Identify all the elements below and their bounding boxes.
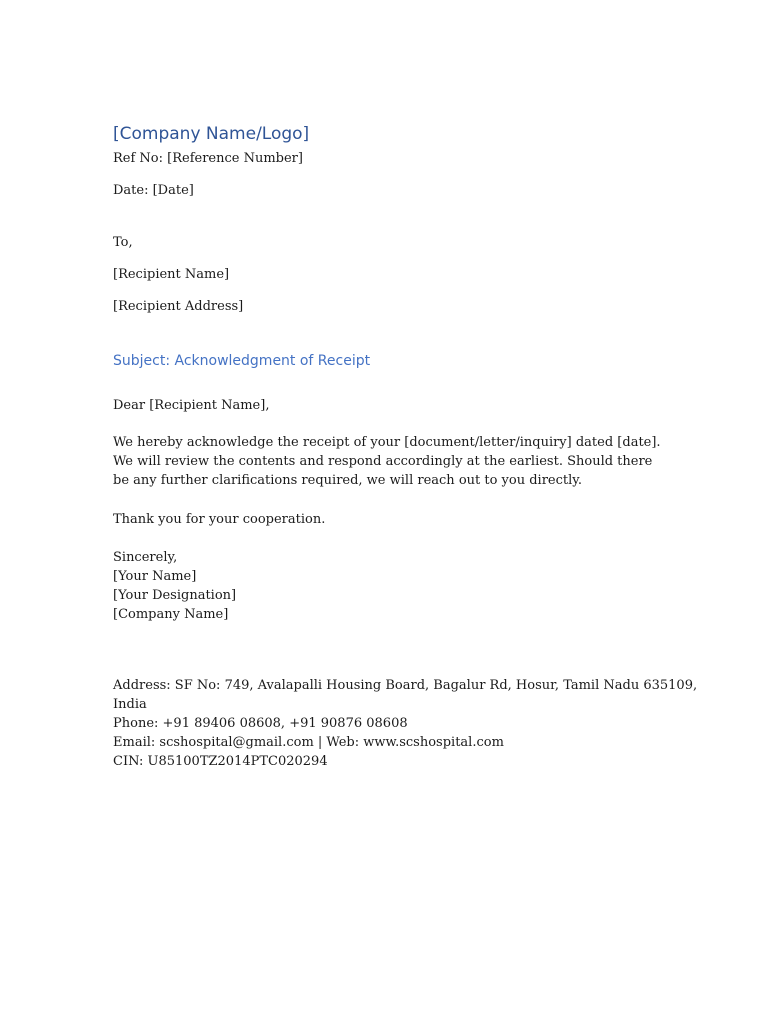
footer-address-line: Address: SF No: 749, Avalapalli Housing Board, Bagalur Rd, Hosur, Tamil Nadu 635109, (113, 678, 698, 693)
signer-name: [Your Name] (113, 569, 197, 584)
to-label: To, (113, 235, 133, 250)
body-paragraph-line: We will review the contents and respond accordingly at the earliest. Should there (113, 454, 653, 469)
footer-phone: Phone: +91 89406 08608, +91 90876 08608 (113, 716, 408, 731)
signer-designation: [Your Designation] (113, 588, 237, 603)
signer-company: [Company Name] (113, 607, 229, 622)
company-logo-placeholder: [Company Name/Logo] (113, 124, 310, 144)
thanks-line: Thank you for your cooperation. (113, 512, 326, 527)
closing-sincerely: Sincerely, (113, 550, 178, 565)
body-paragraph-line: We hereby acknowledge the receipt of your [document/letter/inquiry] dated [date]. (113, 435, 661, 450)
footer-email-web: Email: scshospital@gmail.com | Web: www.scshospital.com (113, 735, 504, 750)
reference-number: Ref No: [Reference Number] (113, 151, 303, 166)
footer-cin: CIN: U85100TZ2014PTC020294 (113, 754, 328, 769)
footer-address-line: India (113, 697, 147, 712)
subject-heading: Subject: Acknowledgment of Receipt (113, 353, 371, 369)
salutation: Dear [Recipient Name], (113, 398, 270, 413)
recipient-name: [Recipient Name] (113, 267, 230, 282)
recipient-address: [Recipient Address] (113, 299, 244, 314)
letter-date: Date: [Date] (113, 183, 194, 198)
body-paragraph-line: be any further clarifications required, we will reach out to you directly. (113, 473, 583, 488)
